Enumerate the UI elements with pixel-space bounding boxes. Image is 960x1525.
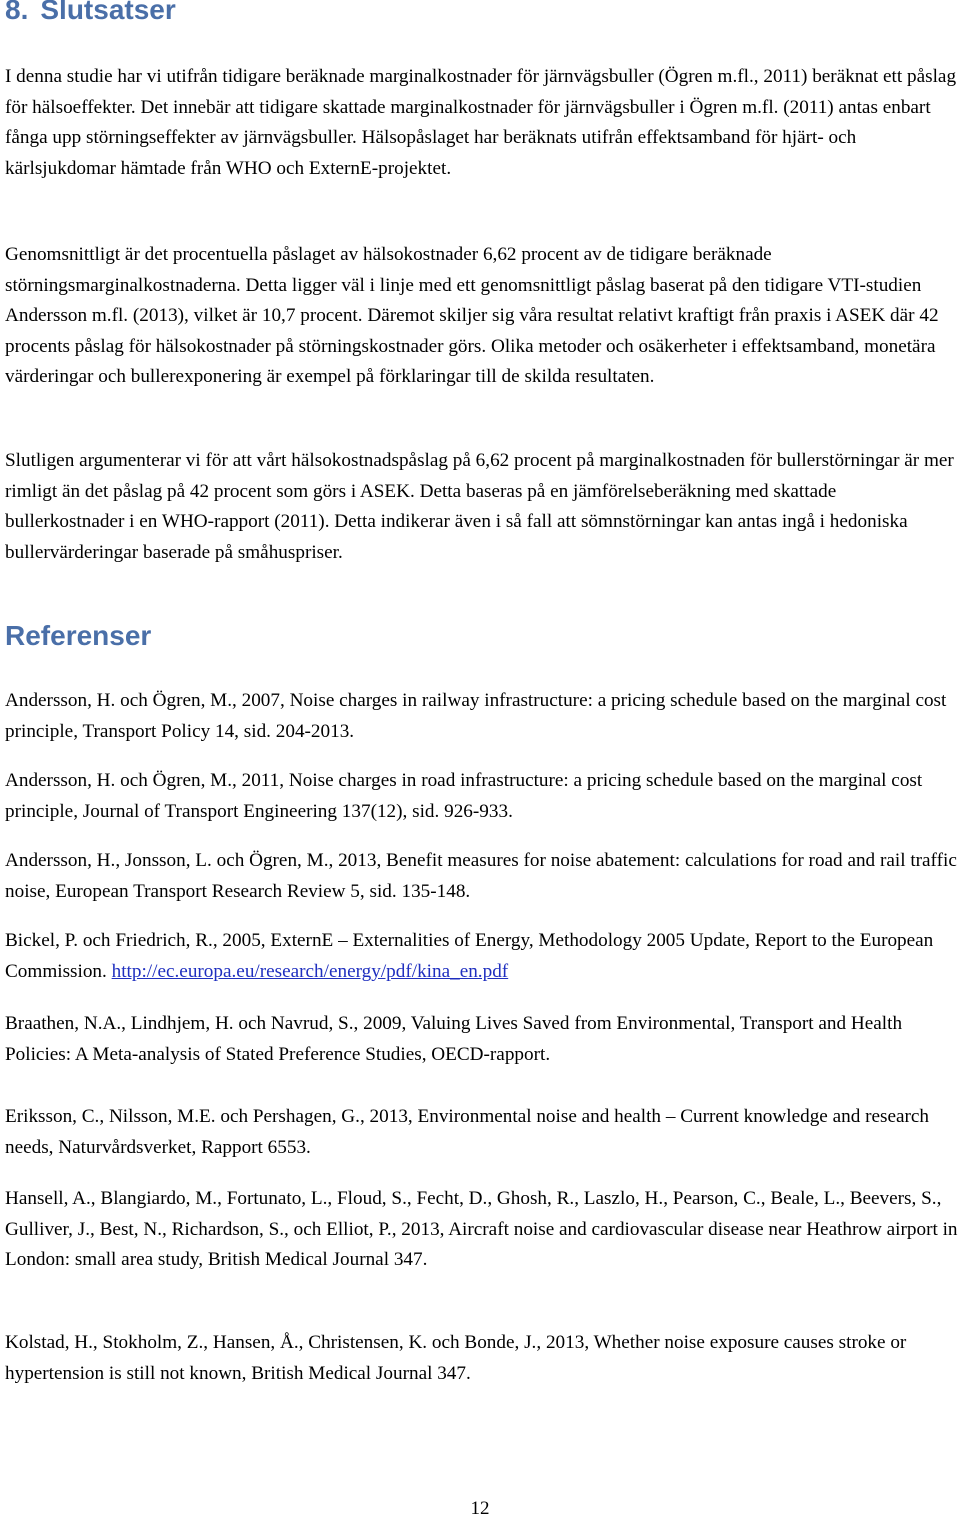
paragraph-3: Slutligen argumenterar vi för att vårt hälsokostnadspåslag på 6,62 procent på marginalkostnaden för bullerstörningar är mer rimligt än det påslag på 42 procent som görs i ASEK. Detta baseras på en jämförelseberäkning med skattade bullerkostnader i en WHO-rapport (2011). Detta indikerar även i så fall att sömnstörningar kan antas ingå i hedoniska bullervärderingar baserade på småhuspriser. — [5, 450, 954, 563]
reference-kolstad-2013: Kolstad, H., Stokholm, Z., Hansen, Å., Christensen, K. och Bonde, J., 2013, Whether noise exposure causes stroke or hypertension is still not known, British Medical Journal 347. — [5, 1332, 907, 1384]
externe-link[interactable]: http://ec.europa.eu/research/energy/pdf/kina_en.pdf — [111, 960, 509, 982]
reference-bickel-2005 — [5, 926, 960, 987]
reference-braathen-2009: Braathen, N.A., Lindhjem, H. och Navrud, S., 2009, Valuing Lives Saved from Environmental, Transport and Health Policies: A Meta-analysis of Stated Preference Studies, OECD-rapport. — [5, 1013, 903, 1065]
reference-andersson-2007: Andersson, H. och Ögren, M., 2007, Noise charges in railway infrastructure: a pricing schedule based on the marginal cost principle, Transport Policy 14, sid. 204-2013. — [5, 690, 947, 742]
section-heading — [5, 0, 176, 26]
section-title: Slutsatser — [40, 0, 176, 25]
reference-eriksson-2013: Eriksson, C., Nilsson, M.E. och Pershagen, G., 2013, Environmental noise and health – Current knowledge and research needs, Naturvårdsverket, Rapport 6553. — [5, 1106, 930, 1158]
paragraph-1: I denna studie har vi utifrån tidigare beräknade marginalkostnader för järnvägsbuller (Ögren m.fl., 2011) beräknat ett påslag för hälsoeffekter. Det innebär att tidigare skattade marginalkostnader för järnvägsbuller i Ögren m.fl. (2011) antas enbart fånga upp störningseffekter av järnvägsbuller. Hälsopåslaget har beräknats utifrån effektsamband för hjärt- och kärlsjukdomar hämtade från WHO och ExternE-projektet. — [5, 66, 957, 179]
section-number: 8. — [5, 0, 29, 25]
page-number: 12 — [470, 1498, 490, 1519]
reference-andersson-2013: Andersson, H., Jonsson, L. och Ögren, M., 2013, Benefit measures for noise abatement: calculations for road and rail traffic noise, European Transport Research Review 5, sid. 135-148. — [5, 850, 957, 902]
paragraph-2: Genomsnittligt är det procentuella påslaget av hälsokostnader 6,62 procent av de tidigare beräknade störningsmarginalkostnaderna. Detta ligger väl i linje med ett genomsnittligt påslag baserat på den tidigare VTI-studien Andersson m.fl. (2013), vilket är 10,7 procent. Däremot skiljer sig våra resultat relativt kraftigt från praxis i ASEK där 42 procents påslag för hälsokostnader på störningskostnader görs. Olika metoder och osäkerheter i effektsamband, monetära värderingar och bullerexponering är exempel på förklaringar till de skilda resultaten. — [5, 244, 939, 388]
reference-andersson-2011: Andersson, H. och Ögren, M., 2011, Noise charges in road infrastructure: a pricing schedule based on the marginal cost principle, Journal of Transport Engineering 137(12), sid. 926-933. — [5, 770, 923, 822]
references-heading: Referenser — [5, 620, 152, 651]
reference-bickel-text: Bickel, P. och Friedrich, R., 2005, ExternE – Externalities of Energy, Methodology 2005 Update, Report to the European Commission. — [5, 930, 934, 982]
reference-hansell-2013: Hansell, A., Blangiardo, M., Fortunato, L., Floud, S., Fecht, D., Ghosh, R., Laszlo, H., Pearson, C., Beale, L., Beevers, S., Gulliver, J., Best, N., Richardson, S., och Elliot, P., 2013, Aircraft noise and cardiovascular disease near Heathrow airport in London: small area study, British Medical Journal 347. — [5, 1188, 958, 1271]
